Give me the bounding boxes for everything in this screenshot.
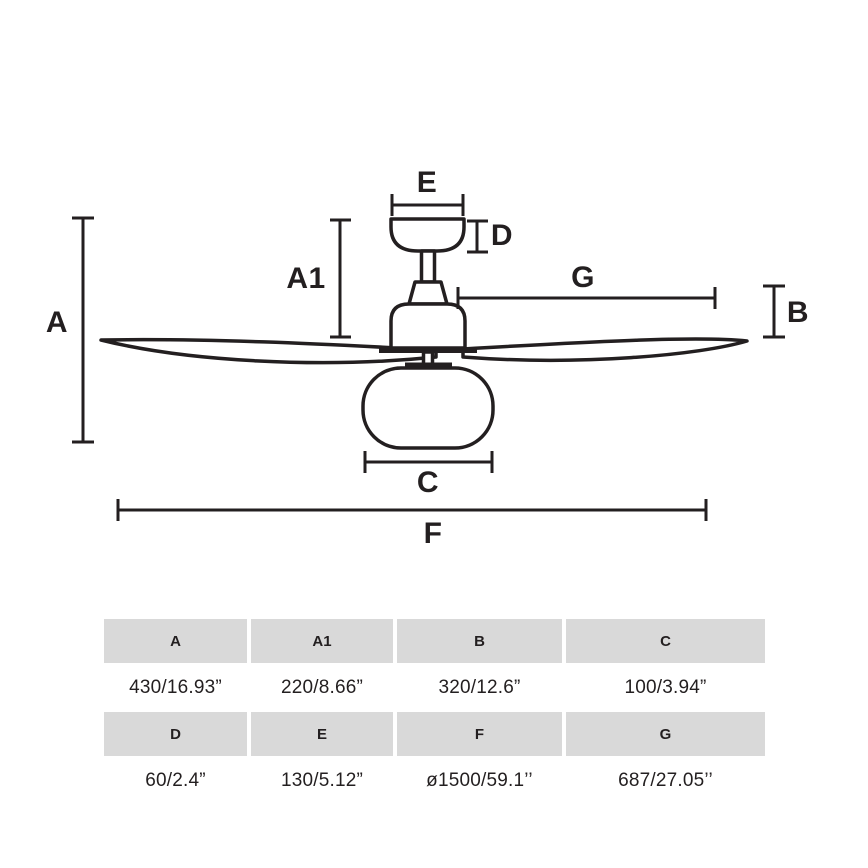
- dim-label-A: A: [45, 306, 69, 339]
- dim-label-C: C: [416, 466, 440, 499]
- light-globe: [363, 368, 493, 448]
- dim-label-A1: A1: [286, 262, 326, 295]
- downrod: [422, 251, 435, 282]
- table-header-B: B: [397, 619, 562, 663]
- coupling: [409, 282, 447, 304]
- table-header-A1: A1: [251, 619, 393, 663]
- table-header-E: E: [251, 712, 393, 756]
- table-value-C: 100/3.94”: [624, 676, 707, 698]
- table-value-G: 687/27.05’’: [618, 769, 713, 791]
- table-value-B: 320/12.6”: [438, 676, 521, 698]
- table-header-A: A: [104, 619, 247, 663]
- canopy: [391, 219, 464, 251]
- table-header-F: F: [397, 712, 562, 756]
- dim-label-G: G: [571, 261, 595, 294]
- motor-housing: [391, 304, 465, 348]
- dim-label-B: B: [786, 296, 810, 329]
- dim-line-A: [72, 218, 94, 442]
- dim-line-A1: [330, 220, 351, 337]
- dim-label-E: E: [416, 166, 438, 199]
- table-header-G: G: [566, 712, 765, 756]
- table-header-C: C: [566, 619, 765, 663]
- table-value-A1: 220/8.66”: [280, 676, 364, 698]
- table-value-E: 130/5.12”: [280, 769, 364, 791]
- dim-line-F: [118, 499, 706, 521]
- dim-label-F: F: [423, 517, 443, 550]
- table-value-D: 60/2.4”: [145, 769, 206, 791]
- dimension-table: [104, 619, 765, 805]
- fan-blade-right: [463, 339, 747, 360]
- table-value-F: ø1500/59.1’’: [426, 769, 533, 791]
- dim-line-B: [763, 286, 785, 337]
- dim-line-D: [467, 221, 488, 252]
- dim-label-D: D: [490, 219, 514, 252]
- table-value-A: 430/16.93”: [129, 676, 222, 698]
- table-header-D: D: [104, 712, 247, 756]
